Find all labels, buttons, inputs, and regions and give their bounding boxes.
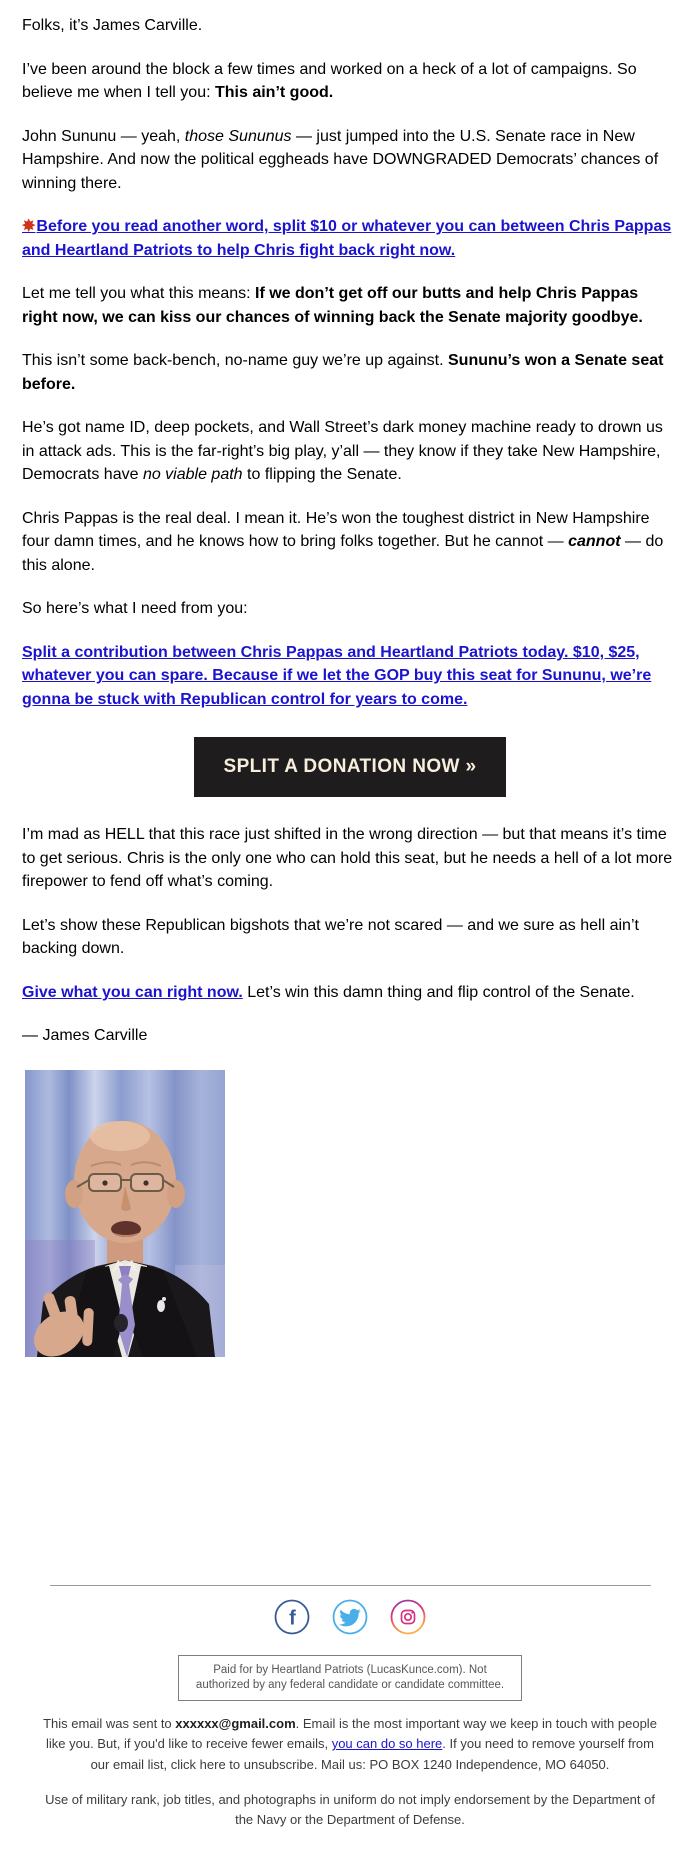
explosion-emoji: ✸ (22, 218, 36, 236)
recipient-email: xxxxxx@gmail.com (175, 1716, 296, 1732)
instagram-icon[interactable] (390, 1599, 426, 1635)
facebook-icon[interactable] (274, 1599, 310, 1635)
james-carville-photo (25, 1070, 678, 1357)
paragraph-italic-text: no viable path (142, 466, 243, 484)
body-paragraph (22, 914, 678, 961)
paragraph-text: I’m mad as HELL that this race just shifted in the wrong direction — but that means it’s time to get serious. Chris is the only one who can hold this seat, but he needs a hell of a lot more firepower to fend off what’s coming. (22, 826, 673, 891)
footer-divider (50, 1585, 651, 1586)
paragraph-text: Let’s win this damn thing and flip control of the Senate. (242, 983, 635, 1001)
fine-print (36, 1714, 664, 1774)
body-paragraph (22, 125, 678, 196)
body-paragraph (22, 981, 678, 1005)
split-donation-button[interactable]: SPLIT A DONATION NOW » (194, 737, 507, 797)
paragraph-text: So here’s what I need from you: (22, 600, 248, 618)
paragraph-text: to flipping the Senate. (242, 466, 402, 484)
military-disclaimer (36, 1790, 664, 1830)
paragraph-bold-italic-text: cannot (568, 533, 621, 551)
fine-print-text: . Email is the most important way we keep in touch with people like you. But, if you'd like to receive fewer emails, (45, 1716, 657, 1752)
military-disclaimer-text: Use of military rank, job titles, and photographs in uniform do not imply endorsement by the Department of the Navy or the Department of Defense. (45, 1791, 655, 1827)
paragraph-bold-text: If we don’t get off our butts and help Chris Pappas right now, we can kiss our chances of winning back the Senate majority goodbye. (22, 285, 643, 326)
donation-link-secondary[interactable] (22, 644, 651, 708)
body-paragraph (22, 215, 678, 262)
body-paragraph (22, 282, 678, 329)
paragraph-text: — do this alone. (22, 533, 664, 574)
email-preferences-link[interactable]: you can do so here (331, 1736, 443, 1752)
fine-print-text: This email was sent to (43, 1716, 176, 1732)
paragraph-text: He’s got name ID, deep pockets, and Wall Street’s dark money machine ready to drown us in attack ads. This is the far-right’s big play, y’all — they know if they take New Hampshire, Democrats have (22, 419, 663, 484)
body-paragraph (22, 349, 678, 396)
donation-link-secondary-text: Split a contribution between Chris Pappas and Heartland Patriots today. $10, $25, whatever you can spare. Because if we let the GOP buy this seat for Sununu, we’re gonna be stuck with Republican control for years to come. (22, 643, 652, 708)
paragraph-italic-text: those Sununus (184, 127, 292, 145)
body-paragraph (22, 507, 678, 578)
body-paragraph (22, 58, 678, 105)
cta-container (22, 737, 678, 797)
paragraph-text: Chris Pappas is the real deal. I mean it. He’s won the toughest district in New Hampshire four damn times, and he knows how to bring folks together. But he cannot — (22, 509, 650, 551)
social-links (0, 1599, 700, 1635)
email-footer (0, 1585, 700, 1830)
paragraph-text: John Sununu — yeah, (22, 127, 185, 145)
body-paragraph (22, 597, 678, 621)
body-paragraph (22, 823, 678, 894)
paragraph-text: This isn’t some back-bench, no-name guy we’re up against. (22, 352, 448, 370)
paragraph-bold-text: Sununu’s won a Senate seat before. (22, 352, 664, 393)
paid-for-text: Paid for by Heartland Patriots (LucasKunce.com). Not authorized by any federal candidate or candidate committee. (195, 1664, 505, 1692)
give-now-link[interactable]: Give what you can right now. (22, 983, 243, 1001)
donation-link-primary[interactable] (22, 218, 671, 259)
paragraph-text: Let’s show these Republican bigshots that we’re not scared — and we sure as hell ain’t backing down. (22, 916, 639, 958)
intro-paragraph (22, 14, 678, 38)
paid-for-disclaimer (178, 1655, 522, 1701)
body-paragraph (22, 641, 678, 712)
svg-text:f: f (288, 1607, 296, 1630)
paragraph-bold-text: This ain’t good. (215, 84, 334, 102)
body-paragraph (22, 416, 678, 487)
fine-print-text: . If you need to remove yourself from our email list, click here to unsubscribe. Mail us: PO BOX 1240 Independence, MO 64050. (90, 1736, 654, 1772)
signature-text: — James Carville (22, 1027, 148, 1045)
paragraph-text: — just jumped into the U.S. Senate race in New Hampshire. And now the political eggheads have DOWNGRADED Democrats’ chances of winning there. (22, 127, 659, 192)
twitter-icon[interactable] (332, 1599, 368, 1635)
intro-text: Folks, it’s James Carville. (22, 17, 203, 34)
donation-link-primary-text: Before you read another word, split $10 or whatever you can between Chris Pappas and Heartland Patriots to help Chris fight back right now. (22, 218, 672, 259)
signature (22, 1024, 678, 1048)
paragraph-text: Let me tell you what this means: (22, 285, 255, 303)
paragraph-text: I’ve been around the block a few times and worked on a heck of a lot of campaigns. So believe me when I tell you: (22, 60, 637, 102)
